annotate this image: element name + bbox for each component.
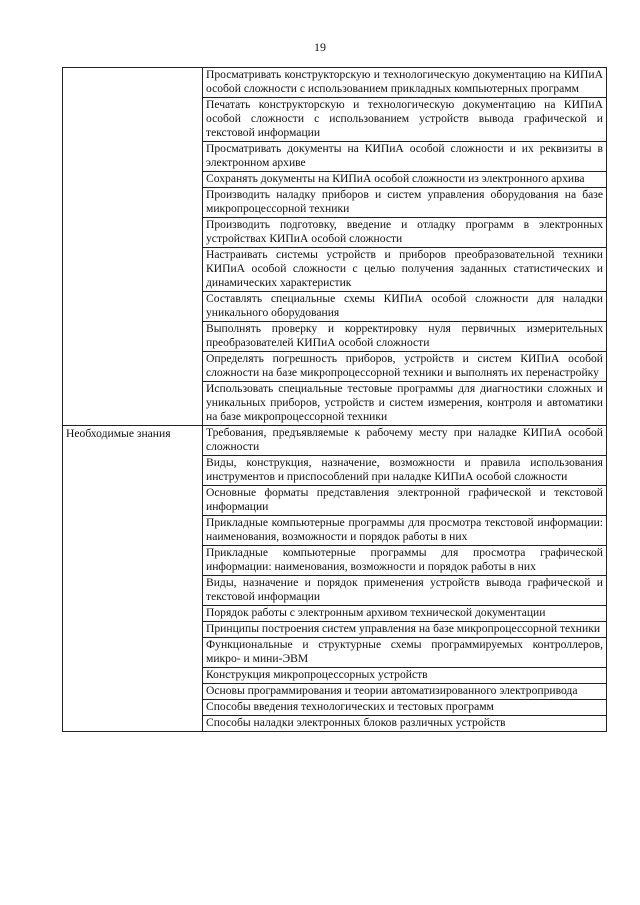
knowledge-item: Прикладные компьютерные программы для просмотра графической информации: наименования, возможности и порядок работы в них bbox=[203, 546, 607, 576]
requirements-table bbox=[62, 67, 607, 732]
page-number: 19 bbox=[314, 40, 326, 54]
knowledge-item: Порядок работы с электронным архивом технической документации bbox=[203, 606, 607, 622]
knowledge-item: Способы наладки электронных блоков различных устройств bbox=[203, 716, 607, 732]
knowledge-label: Необходимые знания bbox=[66, 427, 171, 440]
skill-item: Сохранять документы на КИПиА особой сложности из электронного архива bbox=[203, 172, 607, 188]
skill-item: Выполнять проверку и корректировку нуля первичных измерительных преобразователей КИПиА особой сложности bbox=[203, 322, 607, 352]
knowledge-item: Принципы построения систем управления на базе микропроцессорной техники bbox=[203, 622, 607, 638]
knowledge-item: Прикладные компьютерные программы для просмотра текстовой информации: наименования, возможности и порядок работы в них bbox=[203, 516, 607, 546]
knowledge-label-cell bbox=[63, 426, 203, 732]
skill-item: Использовать специальные тестовые программы для диагностики сложных и уникальных приборов, устройств и систем измерения, контроля и автоматики на базе микропроцессорной техники bbox=[203, 382, 607, 426]
table-row bbox=[63, 426, 607, 456]
knowledge-item: Виды, конструкция, назначение, возможности и правила использования инструментов и приспособлений при наладке КИПиА особой сложности bbox=[203, 456, 607, 486]
skill-item: Настраивать системы устройств и приборов преобразовательной техники КИПиА особой сложности с целью получения заданных статистических и динамических характеристик bbox=[203, 248, 607, 292]
knowledge-item: Требования, предъявляемые к рабочему месту при наладке КИПиА особой сложности bbox=[203, 426, 607, 456]
knowledge-item: Функциональные и структурные схемы программируемых контроллеров, микро- и мини-ЭВМ bbox=[203, 638, 607, 668]
skills-label-cell bbox=[63, 68, 203, 426]
knowledge-item: Основы программирования и теории автоматизированного электропривода bbox=[203, 684, 607, 700]
knowledge-item: Виды, назначение и порядок применения устройств вывода графической и текстовой информации bbox=[203, 576, 607, 606]
requirements-table-body bbox=[63, 68, 607, 732]
skill-item: Производить подготовку, введение и отладку программ в электронных устройствах КИПиА особой сложности bbox=[203, 218, 607, 248]
skill-item: Просматривать конструкторскую и технологическую документацию на КИПиА особой сложности с использованием прикладных компьютерных программ bbox=[203, 68, 607, 98]
skill-item: Составлять специальные схемы КИПиА особой сложности для наладки уникального оборудования bbox=[203, 292, 607, 322]
skill-item: Производить наладку приборов и систем управления оборудования на базе микропроцессорной техники bbox=[203, 188, 607, 218]
skill-item: Печатать конструкторскую и технологическую документацию на КИПиА особой сложности с использованием устройств вывода графической и текстовой информации bbox=[203, 98, 607, 142]
skill-item: Определять погрешность приборов, устройств и систем КИПиА особой сложности на базе микропроцессорной техники и выполнять их перенастройку bbox=[203, 352, 607, 382]
knowledge-item: Основные форматы представления электронной графической и текстовой информации bbox=[203, 486, 607, 516]
skill-item: Просматривать документы на КИПиА особой сложности и их реквизиты в электронном архиве bbox=[203, 142, 607, 172]
table-row bbox=[63, 68, 607, 98]
knowledge-item: Способы введения технологических и тестовых программ bbox=[203, 700, 607, 716]
knowledge-item: Конструкция микропроцессорных устройств bbox=[203, 668, 607, 684]
